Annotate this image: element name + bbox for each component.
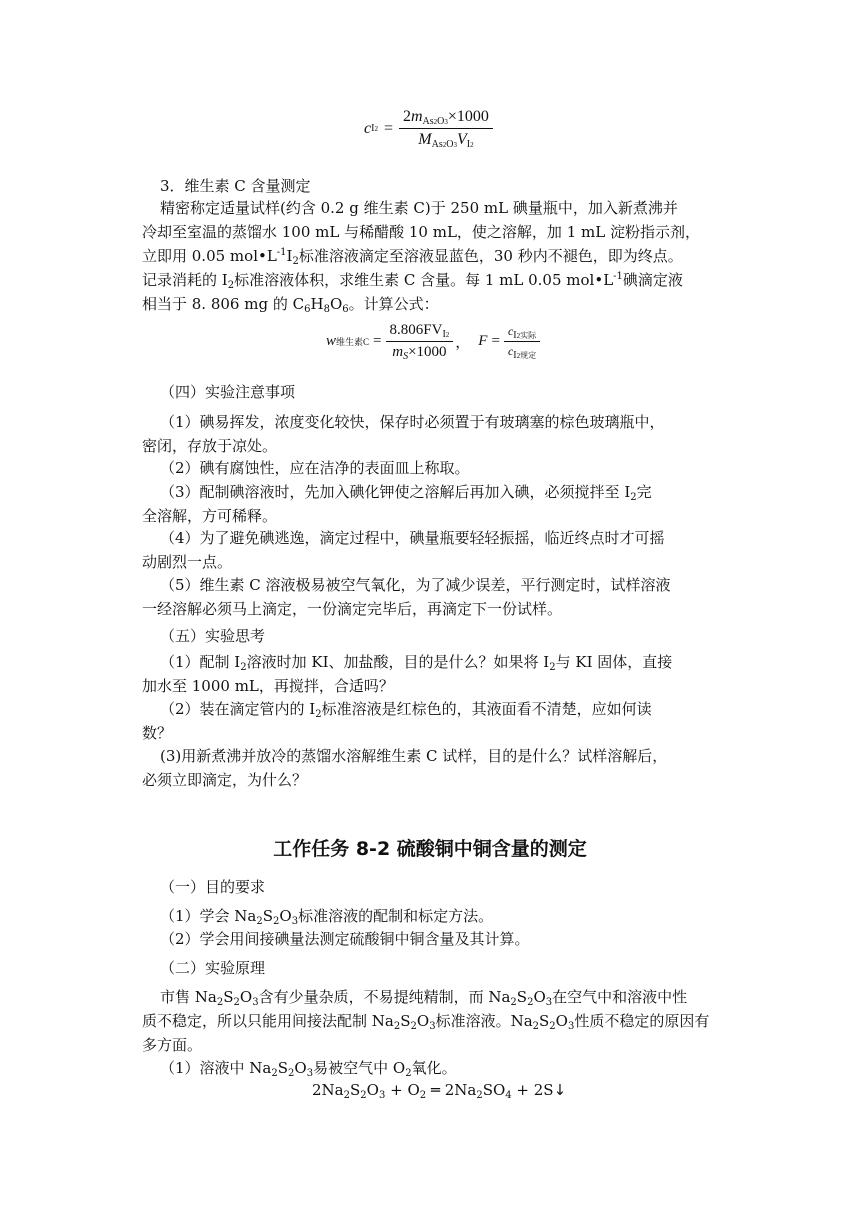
- subscript: 2: [405, 1068, 412, 1079]
- note-line: [160, 480, 652, 504]
- note-line: （5）维生素 C 溶液极易被空气氧化，为了减少误差，平行测定时，试样溶液: [160, 576, 671, 594]
- text-run: 市售 Na: [160, 988, 217, 1006]
- text-run: 记录消耗的 I: [142, 271, 228, 289]
- subscript: 3: [252, 997, 259, 1008]
- objective-item: （2）学会用间接碘量法测定硫酸铜中铜含量及其计算。: [160, 930, 530, 948]
- subscript: 2: [315, 709, 322, 720]
- subscript: 2: [532, 1021, 540, 1032]
- note-line: 动剧烈一点。: [142, 553, 233, 571]
- subscript: 2: [216, 997, 224, 1008]
- text-run: O: [294, 1059, 307, 1077]
- question-line: 必须立即滴定，为什么？: [142, 771, 308, 789]
- text-run: 溶液时加 KI、加盐酸，目的是什么？如果将 I: [246, 653, 550, 671]
- text-run: 质不稳定，所以只能用间接法配制 Na: [142, 1012, 394, 1030]
- question-line: 加水至 1000 mL，再搅拌，合适吗？: [142, 677, 394, 695]
- subscript: 6: [304, 304, 311, 315]
- subscript: 3: [545, 997, 553, 1008]
- paragraph-line: [142, 268, 683, 292]
- text-run: O: [239, 988, 253, 1006]
- section-3-title: 3．维生素 C 含量测定: [160, 177, 311, 195]
- superscript: -1: [276, 247, 287, 258]
- objective-item: [160, 904, 493, 928]
- superscript: -1: [613, 271, 623, 282]
- text-run: 标准溶液。Na: [435, 1012, 533, 1030]
- formula2-f-den-subsub: 2: [516, 352, 521, 360]
- subscript: 2: [393, 1021, 401, 1032]
- subscript: 2: [527, 997, 534, 1008]
- text-run: 标准溶液是红棕色的，其液面看不清楚，应如何读: [321, 700, 652, 718]
- text-run: 标准溶液的配制和标定方法。: [298, 907, 494, 925]
- formula1-den-sub: As: [431, 139, 443, 150]
- formula2-separator: ，: [455, 335, 471, 351]
- text-run: 立即用 0.05 mol•L: [142, 247, 277, 265]
- text-run: （1）溶液中 Na: [160, 1059, 272, 1077]
- text-run: 标准溶液体积，求维生素 C 含量。每 1 mL 0.05 mol•L: [234, 271, 614, 289]
- text-run: S: [277, 1059, 289, 1077]
- subscript: 2: [410, 1021, 417, 1032]
- formula1-num-sub4: 3: [444, 118, 448, 126]
- task-heading: 工作任务 8-2 硫酸铜中铜含量的测定: [273, 838, 587, 860]
- formula1-num-sub: As: [422, 116, 434, 127]
- formula2-fraction: [386, 322, 454, 361]
- formula1-den-sub2: 2: [442, 141, 447, 149]
- formula2-f-num-label: 实际: [520, 331, 537, 340]
- subscript: 3: [291, 916, 299, 927]
- text-run: （3）配制碘溶液时，先加入碘化钾使之溶解后再加入碘，必须搅拌至 I: [160, 483, 631, 501]
- text-run: 在空气中和溶液中性: [552, 988, 688, 1006]
- text-run: 相当于 8. 806 mg 的 C: [142, 295, 305, 313]
- formula2-f-den-label: 规定: [520, 351, 537, 360]
- formula2-f-fraction: [504, 324, 540, 359]
- subscript: 2: [343, 1090, 350, 1101]
- subscript: 8: [323, 304, 330, 315]
- subscript: 3: [306, 1068, 314, 1079]
- formula2-f: F: [478, 333, 488, 349]
- formula1-lhs: c: [364, 119, 372, 137]
- formula2-den-sub: S: [403, 351, 409, 362]
- text-run: H: [310, 295, 324, 313]
- note-line: 一经溶解必须马上滴定，一份滴定完毕后，再滴定下一份试样。: [142, 600, 563, 618]
- formula2-f-den-sub: I: [513, 350, 517, 361]
- text-run: 氧化。: [411, 1059, 457, 1077]
- paragraph-line: 精密称定适量试样(约含 0.2 g 维生素 C)于 250 mL 碘量瓶中，加入新煮沸并: [160, 199, 678, 217]
- formula1-num-tail: ×1000: [447, 108, 489, 125]
- down-arrow-icon: ↓: [553, 1081, 567, 1099]
- formula2-num-sub: I: [442, 329, 446, 340]
- subscript: 2: [256, 916, 263, 927]
- subscript: 2: [549, 662, 556, 673]
- text-run: S: [223, 988, 234, 1006]
- subscript: 2: [510, 997, 517, 1008]
- text-run: 易被空气中 O: [313, 1059, 406, 1077]
- subscript: 2: [419, 1090, 427, 1101]
- formula2-num-subsub: 2: [445, 331, 450, 339]
- paragraph-line: [142, 292, 439, 316]
- text-run: 完: [636, 483, 652, 501]
- subscript: 3: [567, 1021, 575, 1032]
- text-run: S: [516, 988, 528, 1006]
- question-line: [160, 697, 652, 721]
- principle-line: 多方面。: [142, 1036, 203, 1054]
- subscript: 2: [549, 1021, 556, 1032]
- text-run: O: [555, 1012, 568, 1030]
- text-run: （1）配制 I: [160, 653, 241, 671]
- vitamin-c-content-formula: w 维生素C = $\frac{8.806FV_{I2}}{m_S\times 1000}$ ， F = $\frac{c_{I2实际}}{c_{I2规定}}$: [326, 322, 540, 361]
- principle-line: [142, 1009, 709, 1033]
- text-run: SO: [482, 1081, 506, 1099]
- text-run: 。计算公式：: [348, 295, 439, 313]
- formula1-num-sub2: 2: [433, 118, 438, 126]
- formula1-num-var: m: [410, 108, 423, 125]
- subscript: 2: [292, 256, 299, 267]
- subscript: 2: [233, 997, 240, 1008]
- text-run: S: [262, 907, 274, 925]
- text-run: 与 KI 固体，直接: [555, 653, 673, 671]
- formula2-f-den: c: [507, 344, 514, 358]
- subscript: 2: [227, 280, 235, 291]
- text-run: I: [286, 247, 293, 265]
- subscript: 4: [505, 1090, 512, 1101]
- text-run: （2）装在滴定管内的 I: [160, 700, 316, 718]
- formula1-lhs-sub: I: [371, 122, 375, 134]
- task-section-1-title: （一）目的要求: [160, 878, 266, 896]
- text-run: O: [416, 1012, 430, 1030]
- formula1-num-sub3: O: [437, 116, 445, 127]
- section-4-title: （四）实验注意事项: [160, 383, 296, 401]
- formula2-f-num-sub: I: [513, 330, 517, 341]
- formula1-fraction: [399, 108, 493, 149]
- formula1-lhs-subsub: 2: [374, 124, 378, 133]
- section-5-title: （五）实验思考: [160, 627, 266, 645]
- subscript: 2: [288, 1068, 295, 1079]
- formula1-den-sub5: I: [466, 139, 471, 150]
- note-line: （4）为了避免碘逃逸，滴定过程中，碘量瓶要轻轻振摇，临近终点时才可摇: [160, 529, 665, 547]
- text-run: S: [400, 1012, 411, 1030]
- subscript: 3: [429, 1021, 436, 1032]
- formula1-den-sub4: 3: [453, 141, 457, 149]
- formula1-den-var2: V: [456, 131, 467, 148]
- note-line: 全溶解，方可稀释。: [142, 507, 278, 525]
- text-run: 标准溶液滴定至溶液显蓝色，30 秒内不褪色，即为终点。: [298, 247, 683, 265]
- text-run: 2Na: [312, 1081, 344, 1099]
- text-run: ═ 2Na: [426, 1081, 477, 1099]
- formula1-den-var: M: [418, 131, 432, 148]
- oxidation-equation: [312, 1078, 566, 1102]
- task-section-2-title: （二）实验原理: [160, 959, 266, 977]
- question-line: [160, 650, 672, 674]
- question-line: 数？: [142, 724, 173, 742]
- formula2-den: m: [392, 344, 404, 360]
- subscript: 2: [360, 1090, 367, 1101]
- iodine-concentration-formula: c I2 = $\frac{2m_{As2O3}\times 1000}{M_{As2O3}V_{I2}}$: [364, 108, 493, 149]
- note-line: （2）碘有腐蚀性，应在洁净的表面皿上称取。: [160, 459, 470, 477]
- principle-item: [160, 1056, 457, 1080]
- subscript: 2: [240, 662, 247, 673]
- paragraph-line: [142, 244, 683, 268]
- text-run: O: [533, 988, 546, 1006]
- note-line: （1）碘易挥发，浓度变化较快，保存时必须置于有玻璃塞的棕色玻璃瓶中，: [160, 413, 665, 431]
- formula2-num: 8.806FV: [389, 322, 443, 338]
- text-run: 性质不稳定的原因有: [574, 1012, 710, 1030]
- formula2-f-num: c: [507, 324, 514, 338]
- subscript: 2: [630, 492, 637, 503]
- subscript: 2: [271, 1068, 278, 1079]
- subscript: 3: [378, 1090, 386, 1101]
- formula2-w: w: [326, 333, 337, 349]
- formula1-num-coef: 2: [402, 108, 411, 125]
- text-run: 碘滴定液: [622, 271, 683, 289]
- subscript: 2: [476, 1090, 483, 1101]
- text-run: O: [279, 907, 292, 925]
- formula2-den-tail: ×1000: [408, 344, 447, 360]
- text-run: S: [539, 1012, 550, 1030]
- text-run: （1）学会 Na: [160, 907, 257, 925]
- paragraph-line: 冷却至室温的蒸馏水 100 mL 与稀醋酸 10 mL，使之溶解，加 1 mL 淀粉指示剂，: [142, 223, 700, 241]
- text-run: O: [329, 295, 343, 313]
- formula2-f-num-subsub: 2: [516, 332, 521, 340]
- text-run: S: [350, 1081, 361, 1099]
- note-line: 密闭，存放于凉处。: [142, 437, 278, 455]
- text-run: 含有少量杂质，不易提纯精制，而 Na: [258, 988, 511, 1006]
- subscript: 6: [342, 304, 349, 315]
- text-run: + 2S: [511, 1081, 554, 1099]
- formula1-den-sub6: 2: [470, 141, 474, 149]
- text-run: + O: [385, 1081, 420, 1099]
- principle-line: [160, 985, 687, 1009]
- text-run: O: [366, 1081, 379, 1099]
- subscript: 2: [273, 916, 280, 927]
- question-line: (3)用新煮沸并放冷的蒸馏水溶解维生素 C 试样，目的是什么？试样溶解后，: [160, 747, 668, 765]
- formula1-den-sub3: O: [446, 139, 454, 150]
